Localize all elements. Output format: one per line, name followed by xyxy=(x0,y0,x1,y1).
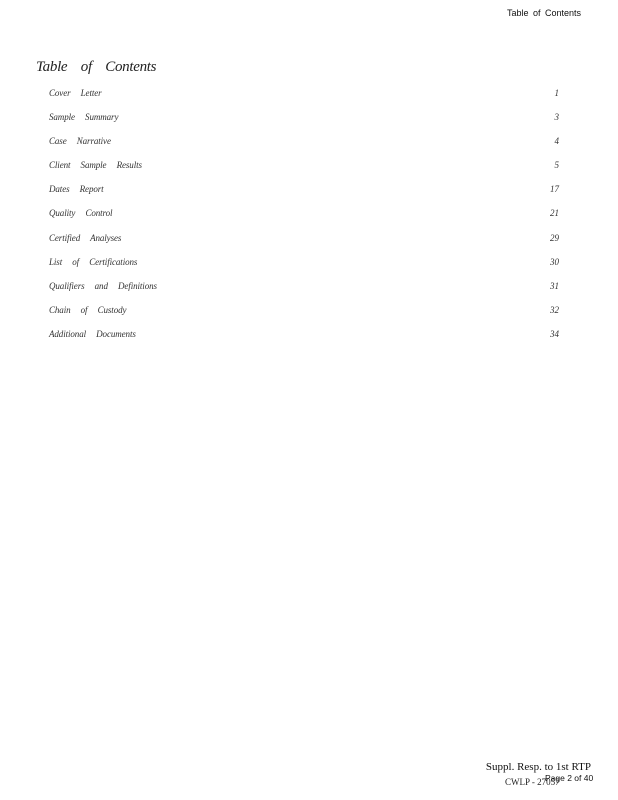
toc-entry[interactable] xyxy=(49,208,559,232)
toc-entry-page: 21 xyxy=(550,208,559,219)
toc-entry-page: 5 xyxy=(554,160,559,171)
toc-heading: Table of Contents xyxy=(36,59,157,75)
toc-entry[interactable] xyxy=(49,329,559,353)
toc-entry[interactable] xyxy=(49,160,559,184)
toc-entry[interactable] xyxy=(49,305,559,329)
toc-entry-page: 29 xyxy=(550,232,559,243)
toc-entry-page: 3 xyxy=(554,112,559,123)
toc-entry-label: Quality Control xyxy=(49,208,113,219)
footer-page-number: Page 2 of 40 xyxy=(545,773,594,783)
toc-entry-label: Dates Report xyxy=(49,184,104,195)
page-header-title: Table of Contents xyxy=(506,8,581,18)
toc-entry[interactable] xyxy=(49,281,559,305)
toc-entry-label: Additional Documents xyxy=(49,328,136,339)
toc-entry[interactable] xyxy=(49,112,559,136)
toc-entry-label: Cover Letter xyxy=(49,88,102,98)
toc-entry[interactable] xyxy=(49,233,559,257)
toc-entry-label: Qualifiers and Definitions xyxy=(49,280,157,291)
toc-entry-label: Case Narrative xyxy=(49,136,111,147)
toc-entry-label: Sample Summary xyxy=(49,112,119,123)
toc-entry-page: 31 xyxy=(550,280,559,291)
toc-entry-page: 4 xyxy=(554,136,559,147)
toc-entry-page: 30 xyxy=(550,256,559,267)
toc-entry-label: Client Sample Results xyxy=(49,160,142,171)
toc-list xyxy=(49,88,559,353)
toc-entry-label: List of Certifications xyxy=(49,256,138,267)
toc-entry-page: 1 xyxy=(554,88,559,98)
toc-entry-label: Certified Analyses xyxy=(49,232,122,243)
toc-entry[interactable] xyxy=(49,257,559,281)
toc-entry-page: 32 xyxy=(550,304,559,315)
footer-reference: Suppl. Resp. to 1st RTP xyxy=(485,761,591,773)
toc-entry[interactable] xyxy=(49,88,559,112)
footer-bates-number: CWLP - 27057 xyxy=(505,777,560,787)
toc-entry[interactable] xyxy=(49,184,559,208)
toc-entry-label: Chain of Custody xyxy=(49,304,127,315)
toc-entry-page: 34 xyxy=(550,328,559,339)
toc-entry-page: 17 xyxy=(550,184,559,195)
toc-entry[interactable] xyxy=(49,136,559,160)
